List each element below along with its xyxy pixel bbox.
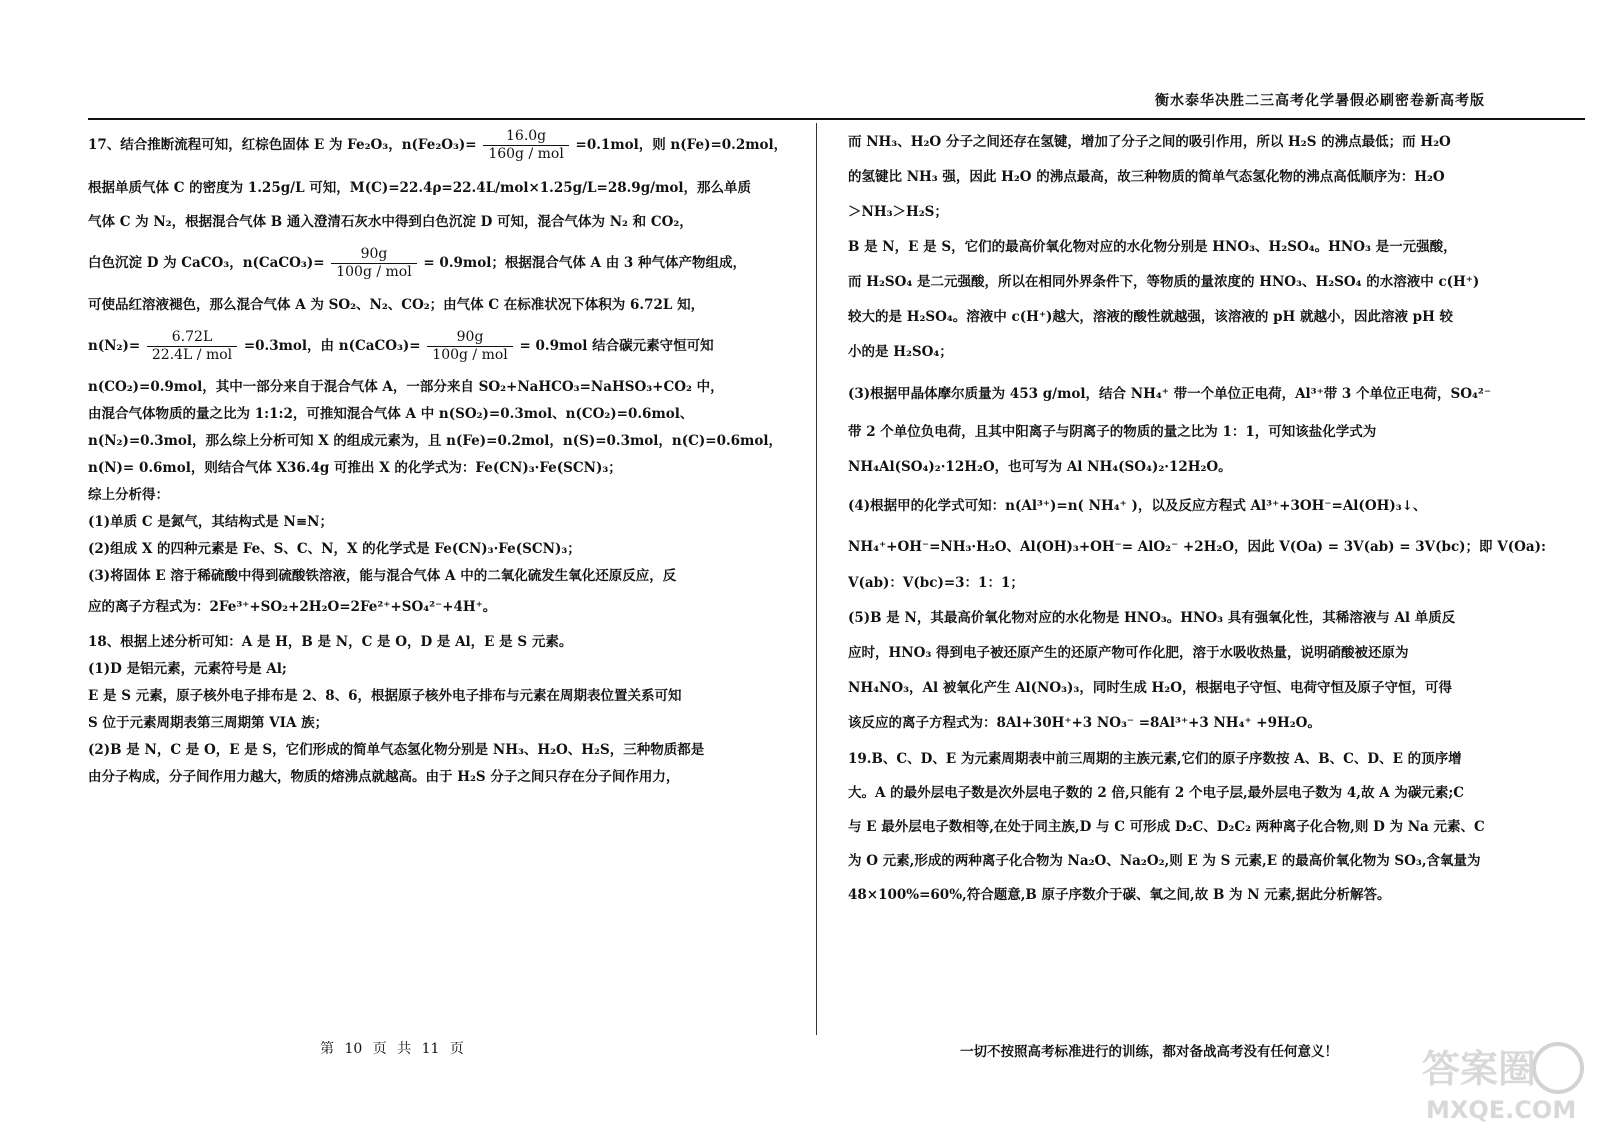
column-divider xyxy=(816,123,817,1035)
q17-text: =0.3mol，由 n(CaCO₃)= xyxy=(243,338,421,354)
right-line-2: 的氢键比 NH₃ 强，因此 H₂O 的沸点最高，故三种物质的简单气态氢化物的沸点高低顺序为：H₂O xyxy=(848,169,1445,185)
right-line-1: 而 NH₃、H₂O 分子之间还存在氢键，增加了分子之间的吸引作用，所以 H₂S 的沸点最低；而 H₂O xyxy=(848,134,1451,150)
q19-line-5: 48×100%=60%,符合题意,B 原子序数介于碳、氧之间,故 B 为 N 元素,据此分析解答。 xyxy=(848,887,1391,903)
fraction-numerator: 6.72L xyxy=(171,329,213,345)
q17-line-7: n(CO₂)=0.9mol，其中一部分来自于混合气体 A，一部分来自 SO₂+NaHCO₃=NaHSO₃+CO₂ 中， xyxy=(88,379,724,395)
q17-line-3: 气体 C 为 N₂，根据混合气体 B 通入澄清石灰水中得到白色沉淀 D 可知，混合气体为 N₂ 和 CO₂， xyxy=(88,214,693,230)
right-line-5: 而 H₂SO₄ 是二元强酸，所以在相同外界条件下，等物质的量浓度的 HNO₃、H₂SO₄ 的水溶液中 c(H⁺) xyxy=(848,274,1480,290)
fraction-denominator: 22.4L / mol xyxy=(147,346,237,364)
right-line-17: 该反应的离子方程式为：8Al+30H⁺+3 NO₃⁻ =8Al³⁺+3 NH₄⁺ +9H₂O。 xyxy=(848,715,1321,731)
right-line-8: (3)根据甲晶体摩尔质量为 453 g/mol，结合 NH₄⁺ 带一个单位正电荷，Al³⁺带 3 个单位正电荷，SO₄²⁻ xyxy=(848,386,1491,402)
q17-line-9: n(N₂)=0.3mol，那么综上分析可知 X 的组成元素为，且 n(Fe)=0.2mol，n(S)=0.3mol，n(C)=0.6mol， xyxy=(88,433,782,449)
right-line-3: ＞NH₃＞H₂S； xyxy=(848,204,948,220)
page-header-title: 衡水泰华决胜二三高考化学暑假必刷密卷新高考版 xyxy=(1155,93,1485,109)
right-line-13: V(ab)：V(bc)=3：1：1； xyxy=(848,575,1024,591)
right-column xyxy=(848,128,1546,905)
q18-line-4: S 位于元素周期表第三周期第 VIA 族； xyxy=(88,715,329,731)
fraction-denominator: 160g / mol xyxy=(483,145,568,163)
q19-line-4: 为 O 元素,形成的两种离子化合物为 Na₂O、Na₂O₂,则 E 为 S 元素,E 的最高价氧化物为 SO₃,含氧量为 xyxy=(848,853,1481,869)
watermark-cn-text: 答案圈 xyxy=(1422,1047,1537,1091)
q18-line-6: 由分子构成，分子间作用力越大，物质的熔沸点就越高。由于 H₂S 分子之间只存在分子间作用力， xyxy=(88,769,680,785)
footer-slogan: 一切不按照高考标准进行的训练，都对备战高考没有任何意义！ xyxy=(960,1044,1338,1060)
fraction-denominator: 100g / mol xyxy=(427,346,512,364)
q17-line-10: n(N)= 0.6mol，则结合气体 X36.4g 可推出 X 的化学式为：Fe(CN)₃·Fe(SCN)₃； xyxy=(88,460,622,476)
right-line-10: NH₄Al(SO₄)₂·12H₂O，也可写为 Al NH₄(SO₄)₂·12H₂O。 xyxy=(848,459,1232,475)
q17-line-15: 应的离子方程式为：2Fe³⁺+SO₂+2H₂O=2Fe²⁺+SO₄²⁻+4H⁺。 xyxy=(88,599,497,615)
right-line-12: NH₄⁺+OH⁻=NH₃·H₂O、Al(OH)₃+OH⁻= AlO₂⁻ +2H₂O，因此 V(Oa) = 3V(ab) = 3V(bc)；即 V(Oa): xyxy=(848,539,1546,555)
q17-line-14: (3)将固体 E 溶于稀硫酸中得到硫酸铁溶液，能与混合气体 A 中的二氧化硫发生氧化还原反应，反 xyxy=(88,568,677,584)
left-column xyxy=(88,128,788,787)
right-line-4: B 是 N，E 是 S，它们的最高价氧化物对应的水化物分别是 HNO₃、H₂SO₄。HNO₃ 是一元强酸， xyxy=(848,239,1457,255)
fraction-numerator: 16.0g xyxy=(506,128,547,144)
q17-text: 17、结合推断流程可知，红棕色固体 E 为 Fe₂O₃，n(Fe₂O₃)= xyxy=(88,137,477,153)
fraction xyxy=(331,246,416,281)
page-number: 第 10 页 共 11 页 xyxy=(320,1041,464,1057)
watermark-logo xyxy=(1418,1038,1590,1124)
fraction-denominator: 100g / mol xyxy=(331,263,416,281)
q17-text: = 0.9mol 结合碳元素守恒可知 xyxy=(519,338,714,354)
q19-line-1: 19.B、C、D、E 为元素周期表中前三周期的主族元素,它们的原子序数按 A、B、C、D、E 的顶序增 xyxy=(848,751,1462,767)
right-line-15: 应时，HNO₃ 得到电子被还原产生的还原产物可作化肥，溶于水吸收热量，说明硝酸被还原为 xyxy=(848,645,1409,661)
q17-text: = 0.9mol；根据混合气体 A 由 3 种气体产物组成， xyxy=(423,255,747,271)
fraction-numerator: 90g xyxy=(456,329,484,345)
right-line-7: 小的是 H₂SO₄； xyxy=(848,344,953,360)
q17-line-8: 由混合气体物质的量之比为 1:1:2，可推知混合气体 A 中 n(SO₂)=0.3mol、n(CO₂)=0.6mol、 xyxy=(88,406,694,422)
q17-line-5: 可使品红溶液褪色，那么混合气体 A 为 SO₂、N₂、CO₂；由气体 C 在标准状况下体积为 6.72L 知， xyxy=(88,297,705,313)
right-line-14: (5)B 是 N，其最高价氧化物对应的水化物是 HNO₃。HNO₃ 具有强氧化性，其稀溶液与 Al 单质反 xyxy=(848,610,1456,626)
q17-text: =0.1mol，则 n(Fe)=0.2mol， xyxy=(575,137,788,153)
watermark-en-text: MXQE.COM xyxy=(1426,1096,1577,1124)
q17-text: n(N₂)= xyxy=(88,338,141,354)
right-line-11: (4)根据甲的化学式可知：n(Al³⁺)=n( NH₄⁺ )，以及反应方程式 Al³⁺+3OH⁻=Al(OH)₃↓、 xyxy=(848,498,1427,514)
right-line-9: 带 2 个单位负电荷，且其中阳离子与阴离子的物质的量之比为 1：1，可知该盐化学式为 xyxy=(848,424,1377,440)
q17-line-13: (2)组成 X 的四种元素是 Fe、S、C、N，X 的化学式是 Fe(CN)₃·Fe(SCN)₃； xyxy=(88,541,581,557)
header-rule xyxy=(88,118,1585,120)
q17-line-2: 根据单质气体 C 的密度为 1.25g/L 可知，M(C)=22.4ρ=22.4L/mol×1.25g/L=28.9g/mol，那么单质 xyxy=(88,180,751,196)
q19-line-3: 与 E 最外层电子数相等,在处于同主族,D 与 C 可形成 D₂C、D₂C₂ 两种离子化合物,则 D 为 Na 元素、C xyxy=(848,819,1485,835)
right-line-6: 较大的是 H₂SO₄。溶液中 c(H⁺)越大，溶液的酸性就越强，该溶液的 pH 就越小，因此溶液 pH 较 xyxy=(848,309,1454,325)
watermark-graphic xyxy=(1418,1038,1590,1124)
q17-text: 白色沉淀 D 为 CaCO₃，n(CaCO₃)= xyxy=(88,255,325,271)
q17-line-11: 综上分析得： xyxy=(88,487,169,503)
q17-line-4 xyxy=(88,246,788,281)
q17-line-6 xyxy=(88,329,788,364)
fraction-numerator: 90g xyxy=(360,246,388,262)
fraction xyxy=(427,329,512,364)
q17-line-1 xyxy=(88,128,788,163)
right-line-16: NH₄NO₃，Al 被氧化产生 Al(NO₃)₃，同时生成 H₂O，根据电子守恒、电荷守恒及原子守恒，可得 xyxy=(848,680,1452,696)
q18-line-5: (2)B 是 N，C 是 O，E 是 S，它们形成的简单气态氢化物分别是 NH₃、H₂O、H₂S，三种物质都是 xyxy=(88,742,705,758)
watermark-circle xyxy=(1534,1044,1582,1092)
fraction xyxy=(483,128,568,163)
fraction xyxy=(147,329,237,364)
q17-line-12: (1)单质 C 是氮气，其结构式是 N≡N； xyxy=(88,514,334,530)
q18-line-1: 18、根据上述分析可知：A 是 H，B 是 N，C 是 O，D 是 Al，E 是 S 元素。 xyxy=(88,634,573,650)
q19-line-2: 大。A 的最外层电子数是次外层电子数的 2 倍,只能有 2 个电子层,最外层电子数为 4,故 A 为碳元素;C xyxy=(848,785,1465,801)
q18-line-2: (1)D 是铝元素，元素符号是 Al; xyxy=(88,661,287,677)
q18-line-3: E 是 S 元素，原子核外电子排布是 2、8、6，根据原子核外电子排布与元素在周期表位置关系可知 xyxy=(88,688,682,704)
